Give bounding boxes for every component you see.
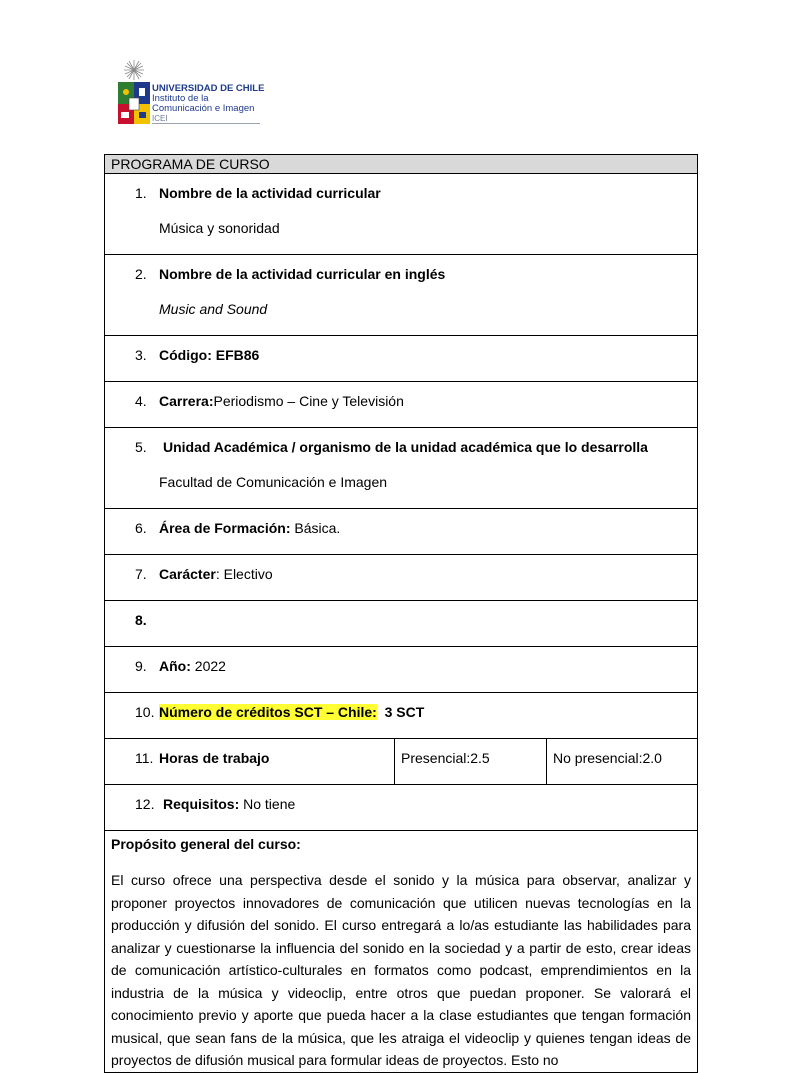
- table-row: [105, 647, 698, 693]
- item-label: Nombre de la actividad curricular en inglés: [159, 266, 446, 282]
- course-program-table: [104, 154, 698, 1073]
- item-label: Unidad Académica / organismo de la unidad académica que lo desarrolla: [163, 439, 648, 455]
- table-row: [105, 601, 698, 647]
- item-label: Nombre de la actividad curricular: [159, 185, 381, 201]
- item-number: 7.: [135, 566, 147, 582]
- item-label: Área de Formación:: [159, 520, 291, 536]
- no-presencial-cell: No presencial:2.0: [547, 739, 698, 785]
- university-crest-icon: [116, 58, 152, 128]
- item-label: Requisitos:: [163, 796, 240, 812]
- table-row: [105, 693, 698, 739]
- table-row: [105, 509, 698, 555]
- item-number: 3.: [135, 347, 147, 363]
- table-row: [105, 382, 698, 428]
- item-number: 12.: [135, 796, 155, 812]
- item-number: 4.: [135, 393, 147, 409]
- item-value: Facultad de Comunicación e Imagen: [159, 474, 388, 490]
- university-logo: [116, 58, 266, 128]
- item-label: Horas de trabajo: [159, 750, 270, 766]
- table-row: [105, 336, 698, 382]
- purpose-row: [105, 831, 698, 1073]
- table-row: [105, 555, 698, 601]
- item-label: Carrera:: [159, 393, 214, 409]
- purpose-text: El curso ofrece una perspectiva desde el sonido y la música para observar, analizar y proponer proyectos innovadores de comunicación que utilicen nuevas tecnologías en la producción y difusión del sonido. El curso entregará a lo/as estudiante las habilidades para analizar y cuestionarse la influencia del sonido en la sociedad y a partir de esto, crear ideas de comunicación artístico-culturales en formatos como podcast, emprendimientos en la industria de la música y videoclip, entre otros que puedan proponer. Se valorará el conocimiento previo y aporte que pueda hacer a la clase estudiantes que tengan formación musical, que sean fans de la música, que les atraiga el videoclip y quienes tengan ideas de proyectos de difusión musical para formular ideas de proyectos. Esto no: [111, 872, 691, 1068]
- logo-institute-line2: Comunicación e Imagen: [152, 103, 255, 114]
- table-header: PROGRAMA DE CURSO: [105, 155, 698, 174]
- logo-acronym: ICEI: [152, 114, 168, 123]
- item-number: 11.: [135, 750, 154, 766]
- item-label: Año:: [159, 658, 191, 674]
- item-number: 8.: [135, 612, 147, 628]
- item-label: Código: EFB86: [159, 347, 260, 363]
- item-number: 2.: [135, 266, 147, 282]
- item-value: Periodismo – Cine y Televisión: [213, 393, 404, 409]
- purpose-title: Propósito general del curso:: [111, 836, 301, 852]
- logo-text: [152, 84, 264, 124]
- item-value: No tiene: [239, 796, 296, 812]
- item-value: Music and Sound: [159, 301, 268, 317]
- item-number: 10.: [135, 704, 155, 720]
- item-value: : Electivo: [215, 566, 273, 582]
- credits-label-highlight: Número de créditos SCT – Chile:: [159, 704, 377, 720]
- table-row: [105, 785, 698, 831]
- item-value: Música y sonoridad: [159, 220, 280, 236]
- item-value: 3 SCT: [384, 704, 425, 720]
- presencial-cell: Presencial:2.5: [395, 739, 547, 785]
- item-number: 5.: [135, 439, 147, 455]
- item-number: 9.: [135, 658, 147, 674]
- item-number: 1.: [135, 185, 147, 201]
- table-header-row: [105, 155, 698, 174]
- item-number: 6.: [135, 520, 147, 536]
- logo-university: UNIVERSIDAD DE CHILE: [152, 83, 265, 94]
- logo-underline: [152, 123, 260, 124]
- item-value: 2022: [190, 658, 226, 674]
- table-row: [105, 174, 698, 255]
- item-value: Básica.: [290, 520, 341, 536]
- table-row: [105, 739, 698, 785]
- logo-institute-line1: Instituto de la: [152, 93, 209, 104]
- item-label: Carácter: [159, 566, 216, 582]
- table-row: [105, 255, 698, 336]
- table-row: [105, 428, 698, 509]
